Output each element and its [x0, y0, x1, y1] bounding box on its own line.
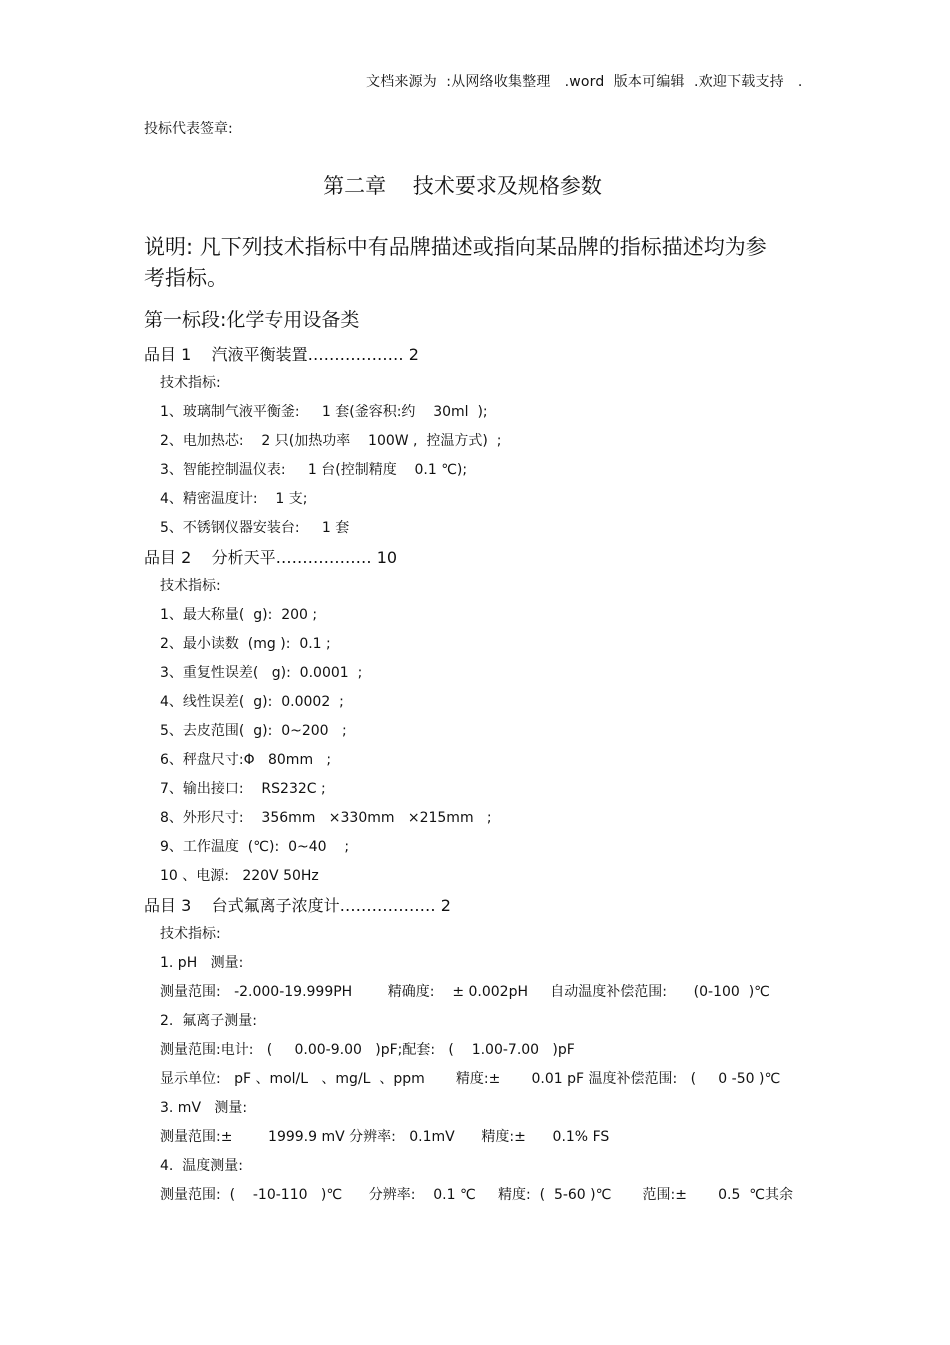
item-list: [144, 340, 844, 1210]
spec-line: 5、去皮范围( g): 0~200 ;: [160, 723, 347, 739]
spec-heading: 技术指标:: [160, 926, 221, 942]
item-block: [144, 543, 844, 891]
spec-line: 4. 温度测量:: [160, 1158, 243, 1174]
item-title: 品目 3 台式氟离子浓度计……………… 2: [144, 896, 451, 915]
spec-line: 9、工作温度 (℃): 0~40 ;: [160, 839, 350, 855]
item-block: [144, 340, 844, 543]
item-title: 品目 2 分析天平……………… 10: [144, 548, 398, 567]
spec-line: 10 、电源: 220V 50Hz: [160, 868, 319, 884]
spec-line: 3、重复性误差( g): 0.0001 ;: [160, 665, 363, 681]
spec-line: 测量范围:电计: ( 0.00-9.00 )pF;配套: ( 1.00-7.00 )pF: [160, 1042, 575, 1058]
spec-line: 5、不锈钢仪器安装台: 1 套: [160, 520, 350, 536]
item-title: 品目 1 汽液平衡装置……………… 2: [144, 345, 419, 364]
spec-line: 测量范围: -2.000-19.999PH 精确度: ± 0.002pH 自动温度补偿范围: (0-100 )℃: [160, 984, 770, 1000]
spec-line: 1、最大称量( g): 200 ;: [160, 607, 318, 623]
spec-line: 3、智能控制温仪表: 1 台(控制精度 0.1 ℃);: [160, 462, 468, 478]
spec-line: 8、外形尺寸: 356mm ×330mm ×215mm ;: [160, 810, 492, 826]
spec-heading: 技术指标:: [160, 578, 221, 594]
chapter-title: 第二章 技术要求及规格参数: [323, 174, 602, 198]
spec-line: 2、最小读数 (mg ): 0.1 ;: [160, 636, 331, 652]
spec-line: 测量范围: ( -10-110 )℃ 分辨率: 0.1 ℃ 精度: ( 5-60 )℃ 范围:± 0.5 ℃其余: [160, 1187, 793, 1203]
spec-line: 6、秤盘尺寸:Φ 80mm ;: [160, 752, 332, 768]
spec-line: 显示单位: pF 、mol/L 、mg/L 、ppm 精度:± 0.01 pF 温度补偿范围: ( 0 -50 )℃: [160, 1071, 781, 1087]
spec-line: 4、精密温度计: 1 支;: [160, 491, 308, 507]
note-paragraph: 说明: 凡下列技术指标中有品牌描述或指向某品牌的指标描述均为参考指标。: [144, 235, 767, 290]
spec-line: 2. 氟离子测量:: [160, 1013, 257, 1029]
spec-line: 2、电加热芯: 2 只(加热功率 100W , 控温方式) ;: [160, 433, 502, 449]
section-title: 第一标段:化学专用设备类: [144, 309, 360, 331]
spec-line: 测量范围:± 1999.9 mV 分辨率: 0.1mV 精度:± 0.1% FS: [160, 1129, 610, 1145]
spec-line: 4、线性误差( g): 0.0002 ;: [160, 694, 344, 710]
signature-label: 投标代表签章:: [144, 121, 233, 137]
spec-line: 1、玻璃制气液平衡釜: 1 套(釜容积:约 30ml );: [160, 404, 488, 420]
spec-line: 1. pH 测量:: [160, 955, 244, 971]
header-note: 文档来源为 :从网络收集整理 .word 版本可编辑 .欢迎下载支持 .: [366, 74, 803, 90]
spec-line: 3. mV 测量:: [160, 1100, 248, 1116]
spec-line: 7、输出接口: RS232C ;: [160, 781, 326, 797]
spec-heading: 技术指标:: [160, 375, 221, 391]
item-block: [144, 891, 844, 1210]
